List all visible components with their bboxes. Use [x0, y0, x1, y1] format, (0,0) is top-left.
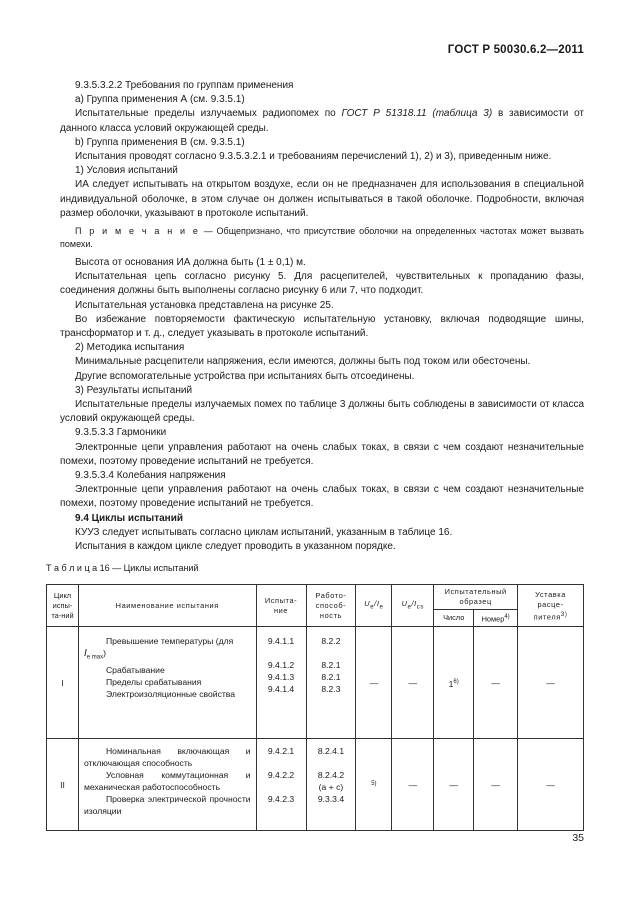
ratio1-cell: 5) — [356, 739, 392, 831]
table-row — [47, 627, 584, 739]
header-name: Наименование испытания — [78, 585, 256, 627]
header-count: Число — [434, 610, 474, 627]
test-names-cell: Превышение температуры (для $I_{e max}$) Срабатывание Пределы срабатывания Электроизоляционные свойства — [78, 627, 256, 739]
paragraph: Испытательная установка представлена на рисунке 25. — [75, 299, 334, 311]
number-cell: — — [474, 739, 518, 831]
test-clauses-cell: 9.4.2.1 9.4.2.2 9.4.2.3 — [256, 739, 306, 831]
paragraph: Испытательные пределы излучаемых помех по таблице 3 должны быть соблюдены в зависимости от класса условий окружающей среды. — [60, 399, 584, 425]
standard-reference: ГОСТ Р 51318.11 (таблица 3) — [341, 108, 493, 120]
paragraph: Испытательные пределы излучаемых радиопомех по ГОСТ Р 51318.11 (таблица 3) в зависимости от данного класса условий окружающей среды. — [60, 108, 584, 134]
header-ratio-ue-ie: $U_e/I_e$ — [356, 585, 392, 627]
header-number: Номер$^{4)}$ — [474, 610, 518, 627]
test-clauses-cell: 9.4.1.1 9.4.1.2 9.4.1.3 9.4.1.4 — [256, 627, 306, 739]
ratio1-cell: — — [356, 627, 392, 739]
number-cell: — — [474, 627, 518, 739]
paragraph: Испытательная цепь согласно рисунку 5. Для расцепителей, чувствительных к пропаданию фазы, соединения должны быть выполнены согласно рисунку 6 или 7, что подходит. — [60, 271, 584, 297]
test-names-cell: Номинальная включающая и отключающая способность Условная коммутационная и механическая работоспособность Проверка электрической прочности изоляции — [78, 739, 256, 831]
ratio2-cell: — — [392, 739, 434, 831]
cycle-cell: I — [47, 627, 79, 739]
body-text — [60, 79, 584, 554]
table-row — [47, 739, 584, 831]
paragraph: Электронные цепи управления работают на очень слабых токах, в связи с чем создают незначительные помехи, поэтому проведение испытаний не требуется. — [60, 484, 584, 510]
paragraph: Высота от основания ИА должна быть (1 ± 0,1) м. — [75, 257, 306, 269]
clause-heading: 9.3.5.3.4 Колебания напряжения — [75, 470, 226, 482]
paragraph: Испытания в каждом цикле следует проводить в указанном порядке. — [75, 541, 396, 553]
header-test: Испыта-ние — [256, 585, 306, 627]
header-work: Работо-способ-ность — [306, 585, 356, 627]
page-number: 35 — [572, 832, 584, 844]
note-label: П р и м е ч а н и е — [75, 226, 200, 237]
paragraph: b) Группа применения В (см. 9.3.5.1) — [75, 136, 245, 148]
setting-cell: — — [518, 627, 584, 739]
count-cell: — — [434, 739, 474, 831]
cycle-cell: II — [47, 739, 79, 831]
header-cycle: Цикл испы-та-ний — [47, 585, 79, 627]
paragraph: Минимальные расцепители напряжения, если имеются, должны быть под током или обесточены. — [75, 356, 531, 368]
setting-cell: — — [518, 739, 584, 831]
paragraph: ИА следует испытывать на открытом воздухе, если он не предназначен для использования в специальной индивидуальной оболочке, в этом случае он должен испытываться в такой оболочке. Подробности, включая размер оболочки, указывают в протоколе испытаний. — [60, 179, 584, 219]
paragraph: a) Группа применения А (см. 9.3.5.1) — [75, 94, 245, 106]
paragraph: 3) Результаты испытаний — [75, 384, 193, 396]
clause-heading: 9.3.5.3.2.2 Требования по группам применения — [75, 80, 294, 91]
note: П р и м е ч а н и е — Общепризнано, что присутствие оболочки на определенных частотах может вызвать помехи. — [60, 226, 584, 250]
count-cell: 1$^{6)}$ — [434, 627, 474, 739]
work-clauses-cell: 8.2.2 8.2.1 8.2.1 8.2.3 — [306, 627, 356, 739]
paragraph: 2) Методика испытания — [75, 342, 185, 354]
paragraph: Во избежание повторяемости фактическую испытательную установку, включая подводящие шины, трансформатор и т. д., следует указывать в протоколе испытаний. — [60, 313, 584, 340]
table-header-row — [47, 585, 584, 610]
paragraph: Испытания проводят согласно 9.3.5.3.2.1 и требованиям перечислений 1), 2) и 3), приведенным ниже. — [75, 151, 552, 163]
paragraph: КУУЗ следует испытывать согласно циклам испытаний, указанным в таблице 16. — [75, 526, 453, 538]
header-ratio-ue-ics: $U_e/I_{cs}$ — [392, 585, 434, 627]
paragraph: Другие вспомогательные устройства при испытаниях быть отсоединены. — [75, 370, 415, 382]
paragraph: Электронные цепи управления работают на очень слабых токах, в связи с чем создают незначительные помехи, поэтому проведение испытаний не требуется. — [60, 441, 584, 467]
paragraph: 1) Условия испытаний — [75, 165, 178, 177]
ratio2-cell: — — [392, 627, 434, 739]
table-caption: Т а б л и ц а 16 — Циклы испытаний — [46, 563, 199, 573]
header-sample: Испытательный образец — [434, 585, 518, 610]
section-heading: 9.4 Циклы испытаний — [75, 512, 184, 524]
clause-heading: 9.3.5.3.3 Гармоники — [75, 427, 167, 439]
standard-header: ГОСТ Р 50030.6.2—2011 — [447, 44, 584, 56]
header-setting: Уставка расце-пителя$^{3)}$ — [518, 585, 584, 627]
work-clauses-cell: 8.2.4.1 8.2.4.2 (a + c) 9.3.3.4 — [306, 739, 356, 831]
test-cycles-table — [46, 584, 584, 831]
